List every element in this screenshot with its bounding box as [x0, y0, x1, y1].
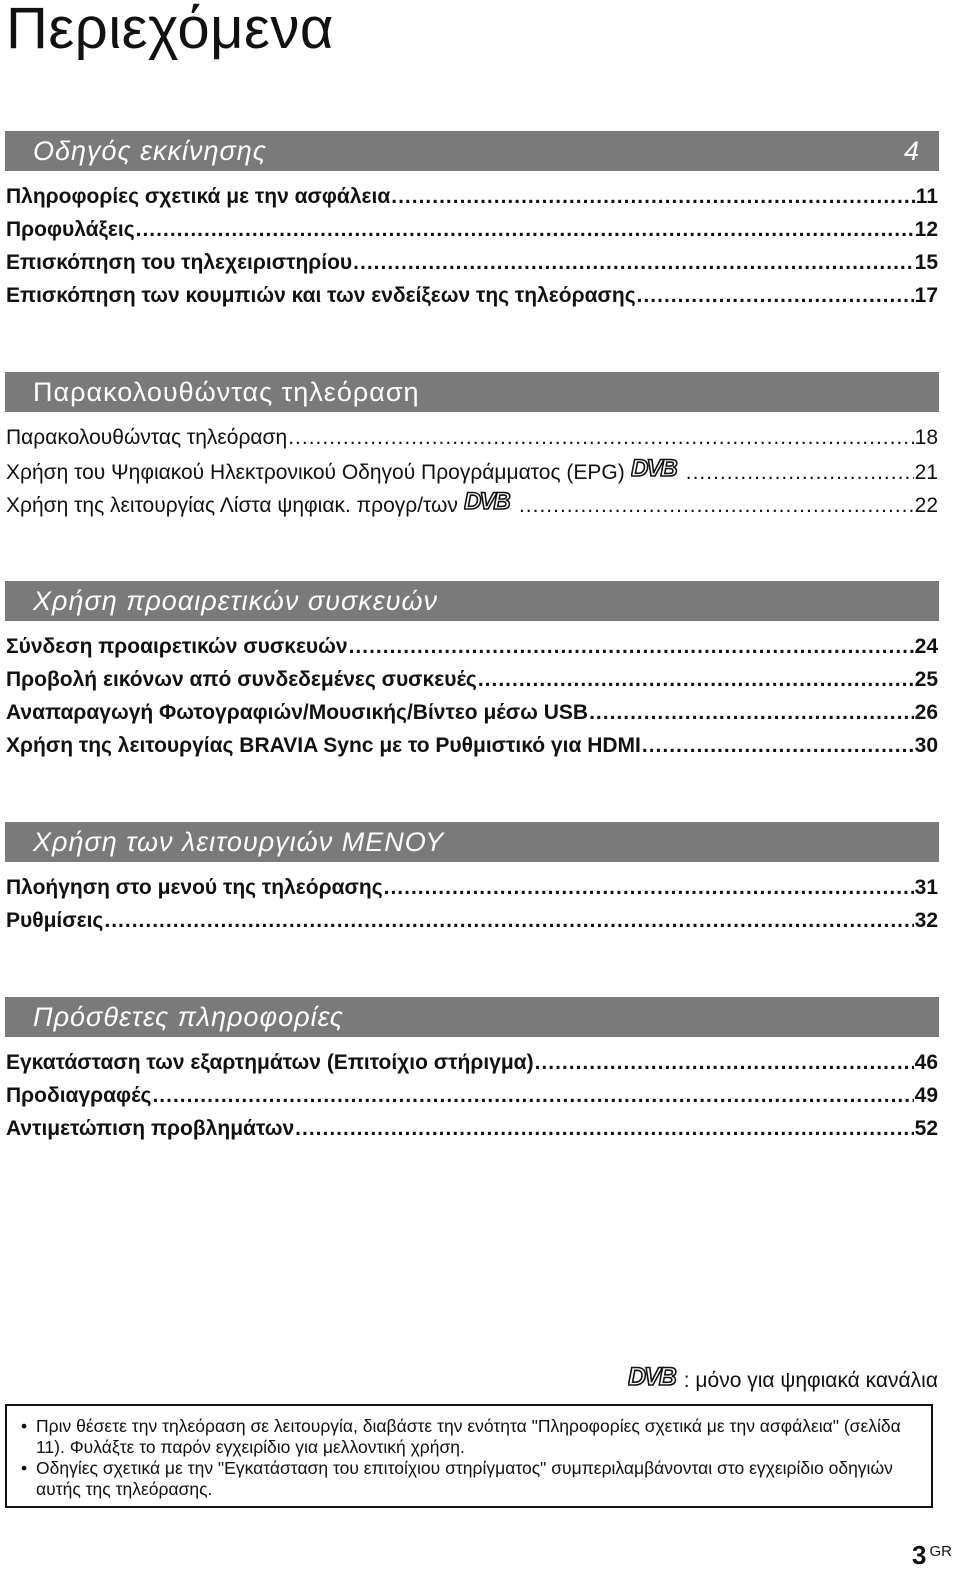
leader-dots: [349, 631, 914, 663]
toc-entry-page: 12: [914, 218, 938, 241]
toc-entry-label: Πλοήγηση στο μενού της τηλεόρασης: [6, 876, 383, 899]
toc-entry-label: Πληροφορίες σχετικά με την ασφάλεια: [6, 185, 391, 208]
toc-entry-page: 46: [914, 1051, 938, 1074]
section-header-getting-started: [5, 131, 939, 171]
note-text: Οδηγίες σχετικά με την "Εγκατάσταση του επιτοίχιου στηρίγματος" συμπεριλαμβάνονται στο εγχειρίδιο οδηγιών αυτής της τηλεόρασης.: [36, 1458, 893, 1499]
leader-dots: [535, 1047, 914, 1079]
toc-entry-label: Προβολή εικόνων από συνδεδεμένες συσκευές: [6, 668, 477, 691]
toc-entry[interactable]: [6, 422, 938, 454]
toc-entry[interactable]: [6, 730, 938, 762]
leader-dots: [391, 181, 915, 213]
toc-entry-label: Παρακολουθώντας τηλεόραση: [6, 426, 288, 449]
leader-dots: [295, 1113, 913, 1145]
section-title: Χρήση προαιρετικών συσκευών: [33, 586, 438, 616]
note-item: [21, 1416, 916, 1458]
section-title: Οδηγός εκκίνησης: [33, 136, 267, 166]
bullet-icon: •: [21, 1458, 28, 1478]
toc-entry-page: 31: [914, 876, 938, 899]
section-header-optional-equipment: [5, 581, 939, 621]
leader-dots: [642, 730, 914, 762]
toc-entry[interactable]: [6, 697, 938, 729]
toc-entry[interactable]: [6, 1113, 938, 1145]
toc-entry-page: 21: [914, 461, 938, 484]
svg-text:DVB: DVB: [630, 455, 676, 479]
section-page: 4: [903, 136, 919, 166]
toc-entry-page: 17: [914, 284, 938, 307]
leader-dots: [136, 214, 914, 246]
toc-entry-page: 32: [914, 909, 938, 932]
leader-dots: [384, 872, 914, 904]
toc-entry-label: Αντιμετώπιση προβλημάτων: [6, 1117, 295, 1140]
section-header-watching-tv: [5, 372, 939, 412]
section-header-additional-info: [5, 997, 939, 1037]
toc-entry[interactable]: [6, 1080, 938, 1112]
toc-entry-page: 30: [914, 734, 938, 757]
toc-entry-label: Χρήση της λειτουργίας BRAVIA Sync με το Ρυθμιστικό για HDMI: [6, 734, 641, 757]
toc-entry-label: Σύνδεση προαιρετικών συσκευών: [6, 635, 348, 658]
dvb-logo-icon: [628, 1363, 682, 1398]
toc-entry-page: 15: [914, 251, 938, 274]
dvb-logo-icon: [464, 488, 518, 522]
toc-entry-label: Χρήση του Ψηφιακού Ηλεκτρονικού Οδηγού Προγράμματος (EPG): [6, 461, 625, 484]
toc-entry-page: 11: [915, 185, 938, 208]
toc-entry-page: 24: [914, 635, 938, 658]
section-header-menu-functions: [5, 822, 939, 862]
leader-dots: [288, 422, 913, 454]
toc-entry-label: Επισκόπηση των κουμπιών και των ενδείξεων της τηλεόρασης: [6, 284, 636, 307]
dvb-legend-text: : μόνο για ψηφιακά κανάλια: [683, 1368, 938, 1392]
toc-entry-label: Χρήση της λειτουργίας Λίστα ψηφιακ. προγρ/των: [6, 494, 458, 517]
leader-dots: [519, 490, 914, 522]
toc-entry[interactable]: [6, 664, 938, 696]
toc-entry-label: Επισκόπηση του τηλεχειριστηρίου: [6, 251, 353, 274]
toc-entry[interactable]: [6, 1047, 938, 1079]
page-number-value: 3: [912, 1540, 927, 1570]
leader-dots: [589, 697, 914, 729]
toc-entry[interactable]: [6, 631, 938, 663]
toc-entry[interactable]: [6, 455, 938, 487]
toc-entry-label: Εγκατάσταση των εξαρτημάτων (Επιτοίχιο στήριγμα): [6, 1051, 534, 1074]
toc-entry-page: 49: [914, 1084, 938, 1107]
dvb-logo-icon: [631, 455, 685, 489]
note-item: [21, 1458, 916, 1500]
toc-entry[interactable]: [6, 280, 938, 312]
note-text: Πριν θέσετε την τηλεόραση σε λειτουργία, διαβάστε την ενότητα "Πληροφορίες σχετικά με την ασφάλεια" (σελίδα 11). Φυλάξτε το παρόν εγχειρίδιο για μελλοντική χρήση.: [36, 1416, 901, 1457]
toc-entry[interactable]: [6, 905, 938, 937]
svg-text:DVB: DVB: [627, 1363, 675, 1389]
page-title: Περιεχόμενα: [6, 0, 334, 61]
toc-entry-page: 52: [914, 1117, 938, 1140]
toc-entry[interactable]: [6, 214, 938, 246]
leader-dots: [104, 905, 913, 937]
toc-entry-label: Ρυθμίσεις: [6, 909, 104, 932]
bullet-icon: •: [21, 1416, 28, 1436]
page-language-code: GR: [929, 1543, 952, 1560]
section-title: Παρακολουθώντας τηλεόραση: [33, 377, 420, 407]
toc-entry[interactable]: [6, 872, 938, 904]
leader-dots: [478, 664, 914, 696]
leader-dots: [152, 1080, 913, 1112]
svg-text:DVB: DVB: [463, 488, 509, 512]
notes-box: [5, 1404, 933, 1508]
page-number: [912, 1540, 952, 1570]
toc-entry[interactable]: [6, 488, 938, 520]
section-title: Χρήση των λειτουργιών ΜΕΝΟΥ: [33, 827, 445, 857]
toc-entry-page: 18: [914, 426, 938, 449]
toc-entry[interactable]: [6, 181, 938, 213]
toc-entry-label: Προδιαγραφές: [6, 1084, 152, 1107]
toc-entry[interactable]: [6, 247, 938, 279]
toc-entry-label: Προφυλάξεις: [6, 218, 135, 241]
leader-dots: [637, 280, 914, 312]
toc-entry-page: 22: [914, 494, 938, 517]
leader-dots: [353, 247, 913, 279]
toc-entry-page: 25: [914, 668, 938, 691]
toc-entry-label: Αναπαραγωγή Φωτογραφιών/Μουσικής/Βίντεο μέσω USB: [6, 701, 589, 724]
section-title: Πρόσθετες πληροφορίες: [33, 1002, 344, 1032]
dvb-legend: [628, 1363, 938, 1398]
toc-entry-page: 26: [914, 701, 938, 724]
leader-dots: [686, 457, 914, 489]
